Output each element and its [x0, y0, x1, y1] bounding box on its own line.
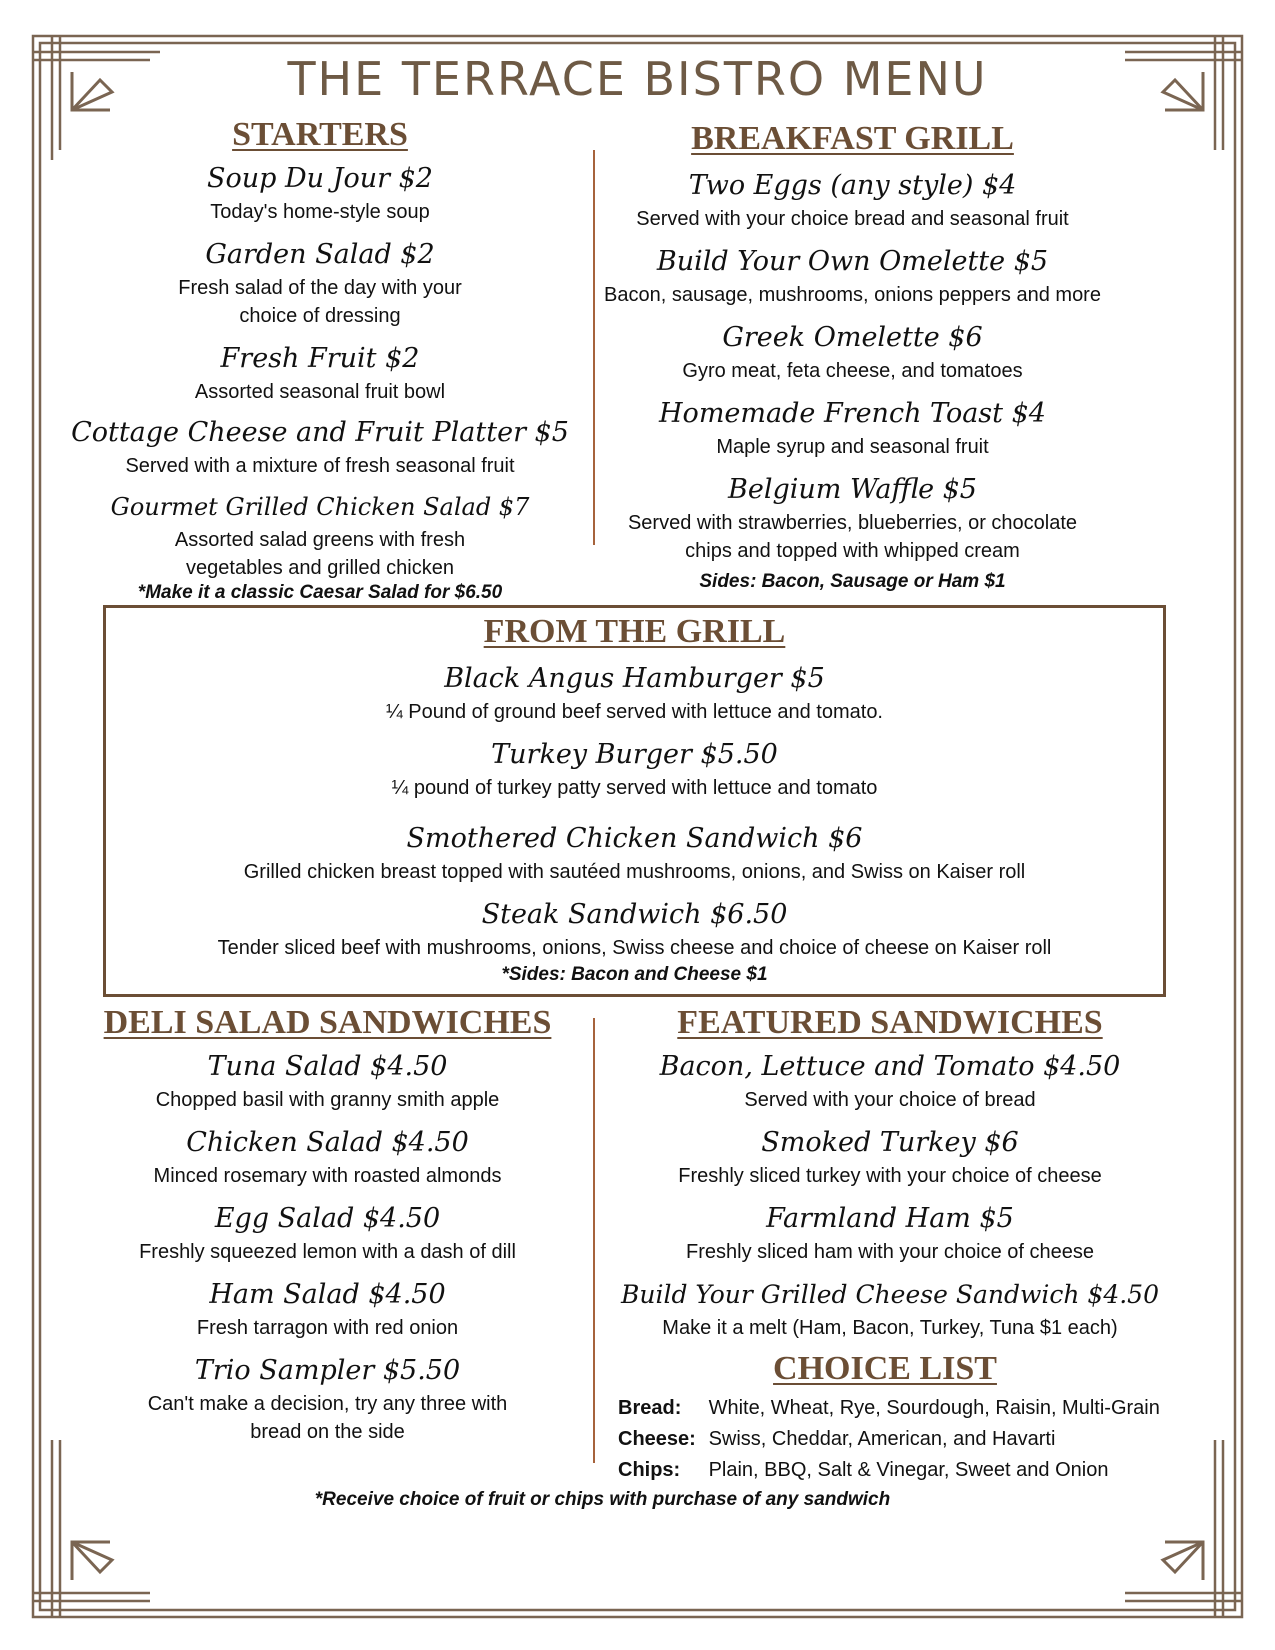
- item-name: Gourmet Grilled Chicken Salad $7: [110, 493, 530, 521]
- item-description: Served with strawberries, blueberries, or chocolate chips and topped with whipped cream: [627, 512, 1078, 562]
- menu-item: [80, 1276, 575, 1342]
- choice-label: Bread:: [618, 1397, 682, 1419]
- item-name: Soup Du Jour $2: [207, 163, 433, 194]
- menu-item: [600, 471, 1105, 565]
- item-description: Chopped basil with granny smith apple: [155, 1089, 500, 1111]
- grill-column: [103, 660, 1166, 986]
- item-description: Freshly sliced turkey with your choice of cheese: [678, 1165, 1102, 1187]
- menu-item: [605, 1276, 1175, 1342]
- choice-row-bread: [618, 1394, 1160, 1422]
- menu-item: [600, 319, 1105, 385]
- item-name: Greek Omelette $6: [722, 322, 983, 353]
- menu-item: [600, 395, 1105, 461]
- menu-item: [600, 243, 1105, 309]
- starters-column: [60, 160, 580, 604]
- bottom-column-divider: [593, 1018, 595, 1463]
- menu-item: [60, 488, 580, 582]
- item-description: Served with your choice bread and seasonal fruit: [636, 208, 1069, 230]
- item-name: Ham Salad $4.50: [209, 1279, 446, 1310]
- choice-value: Swiss, Cheddar, American, and Havarti: [708, 1428, 1056, 1450]
- starters-heading: STARTERS: [232, 116, 408, 153]
- choice-value: Plain, BBQ, Salt & Vinegar, Sweet and Onion: [708, 1459, 1109, 1481]
- item-name: Belgium Waffle $5: [728, 474, 977, 505]
- breakfast-heading: BREAKFAST GRILL: [691, 120, 1014, 157]
- item-description: Served with a mixture of fresh seasonal fruit: [125, 455, 515, 477]
- choice-label: Chips:: [618, 1459, 681, 1481]
- item-name: Steak Sandwich $6.50: [481, 899, 788, 930]
- menu-item: [600, 167, 1105, 233]
- menu-item: [80, 1352, 575, 1446]
- item-name: Black Angus Hamburger $5: [444, 663, 825, 694]
- menu-item: [103, 660, 1166, 726]
- choice-list-heading: CHOICE LIST: [773, 1350, 997, 1387]
- top-column-divider: [593, 150, 595, 545]
- footer-note: *Receive choice of fruit or chips with purchase of any sandwich: [314, 1489, 891, 1510]
- menu-item: [605, 1124, 1175, 1190]
- item-name: Smoked Turkey $6: [761, 1127, 1019, 1158]
- item-description: Gyro meat, feta cheese, and tomatoes: [682, 360, 1023, 382]
- item-description: Fresh salad of the day with your choice of dressing: [178, 277, 462, 327]
- item-name: Turkey Burger $5.50: [491, 739, 778, 770]
- item-description: Bacon, sausage, mushrooms, onions peppers and more: [604, 284, 1101, 306]
- breakfast-column: [600, 167, 1105, 593]
- item-description: Grilled chicken breast topped with sautéed mushrooms, onions, and Swiss on Kaiser roll: [243, 861, 1026, 883]
- item-name: Tuna Salad $4.50: [207, 1051, 448, 1082]
- menu-item: [103, 736, 1166, 802]
- grill-sides-note: *Sides: Bacon and Cheese $1: [501, 964, 768, 985]
- item-name: Chicken Salad $4.50: [186, 1127, 469, 1158]
- choice-row-cheese: [618, 1425, 1055, 1453]
- menu-item: [80, 1124, 575, 1190]
- menu-item: [60, 236, 580, 330]
- item-name: Build Your Grilled Cheese Sandwich $4.50: [621, 1280, 1159, 1309]
- menu-item: [80, 1048, 575, 1114]
- item-description: Today's home-style soup: [210, 201, 430, 223]
- grill-heading: FROM THE GRILL: [483, 613, 786, 650]
- menu-item: [605, 1200, 1175, 1266]
- menu-item: [60, 414, 580, 480]
- item-description: Freshly squeezed lemon with a dash of dill: [139, 1241, 516, 1263]
- caesar-note: *Make it a classic Caesar Salad for $6.50: [137, 582, 503, 603]
- item-name: Build Your Own Omelette $5: [656, 246, 1049, 277]
- featured-column: [605, 1048, 1175, 1342]
- deli-column: [80, 1048, 575, 1446]
- menu-item: [60, 160, 580, 226]
- item-name: Farmland Ham $5: [766, 1203, 1014, 1234]
- item-description: Served with your choice of bread: [744, 1089, 1036, 1111]
- item-name: Fresh Fruit $2: [220, 343, 420, 374]
- item-description: Freshly sliced ham with your choice of cheese: [686, 1241, 1094, 1263]
- item-name: Egg Salad $4.50: [214, 1203, 441, 1234]
- item-description: ¼ pound of turkey patty served with lettuce and tomato: [391, 777, 878, 799]
- choice-value: White, Wheat, Rye, Sourdough, Raisin, Multi-Grain: [708, 1397, 1160, 1419]
- choice-label: Cheese:: [618, 1428, 696, 1450]
- featured-heading: FEATURED SANDWICHES: [677, 1004, 1103, 1041]
- item-name: Smothered Chicken Sandwich $6: [406, 823, 863, 854]
- item-name: Garden Salad $2: [205, 239, 435, 270]
- item-description: Assorted salad greens with fresh vegetables and grilled chicken: [174, 529, 466, 579]
- item-description: Fresh tarragon with red onion: [196, 1317, 459, 1339]
- menu-title: THE TERRACE BISTRO MENU: [287, 52, 988, 106]
- item-description: ¼ Pound of ground beef served with lettuce and tomato.: [386, 701, 883, 723]
- item-description: Minced rosemary with roasted almonds: [153, 1165, 502, 1187]
- item-name: Homemade French Toast $4: [659, 398, 1046, 429]
- item-description: Assorted seasonal fruit bowl: [194, 381, 446, 403]
- item-description: Make it a melt (Ham, Bacon, Turkey, Tuna $1 each): [662, 1317, 1118, 1339]
- item-description: Tender sliced beef with mushrooms, onions, Swiss cheese and choice of cheese on Kaiser roll: [217, 937, 1052, 959]
- menu-item: [103, 896, 1166, 962]
- item-name: Trio Sampler $5.50: [194, 1355, 461, 1386]
- menu-item: [80, 1200, 575, 1266]
- breakfast-sides-note: Sides: Bacon, Sausage or Ham $1: [699, 571, 1006, 592]
- menu-item: [605, 1048, 1175, 1114]
- item-name: Bacon, Lettuce and Tomato $4.50: [659, 1051, 1121, 1082]
- item-name: Two Eggs (any style) $4: [688, 170, 1017, 201]
- menu-item: [103, 820, 1166, 886]
- deli-heading: DELI SALAD SANDWICHES: [103, 1004, 552, 1041]
- menu-item: [60, 340, 580, 406]
- item-name: Cottage Cheese and Fruit Platter $5: [71, 417, 569, 448]
- item-description: Maple syrup and seasonal fruit: [716, 436, 989, 458]
- item-description: Can't make a decision, try any three with bread on the side: [147, 1393, 508, 1443]
- choice-row-chips: [618, 1456, 1108, 1484]
